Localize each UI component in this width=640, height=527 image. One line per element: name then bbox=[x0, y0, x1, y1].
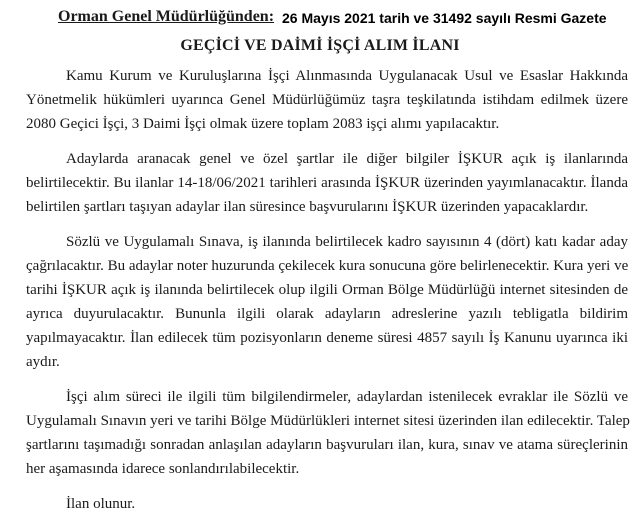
paragraph-line: İşçi alım süreci ile ilgili tüm bilgilendirmeler, adaylardan istenilecek evraklar ile Sözlü ve bbox=[66, 389, 628, 405]
paragraph-line: çağrılacaktır. Bu adaylar noter huzurunda çekilecek kura sonucuna göre belirlenecektir. Kura yeri ve bbox=[26, 258, 629, 274]
paragraph-line: tarihi İŞKUR açık iş ilanında belirtilecek olup ilgili Orman Bölge Müdürlüğü internet sitesinden de bbox=[26, 282, 628, 298]
paragraph-line: şartlarını taşımadığı sonradan anlaşılan adayların başvuruları ilan, kura, sınav ve atama süreçlerinin bbox=[26, 437, 628, 453]
paragraph-line: Sözlü ve Uygulamalı Sınava, iş ilanında belirtilecek kadro sayısının 4 (dört) katı kadar aday bbox=[66, 234, 628, 250]
paragraph-line: ayrıca duyurulacaktır. Bununla ilgili olarak adayların adreslerine yazılı tebligatla bildirim bbox=[26, 306, 628, 322]
paragraph-line: Yönetmelik hükümleri uyarınca Genel Müdürlüğümüz taşra teşkilatında istihdam edilmek üzere bbox=[26, 92, 628, 108]
paragraph-5 bbox=[60, 492, 634, 516]
paragraph-line: belirtilen şartları taşıyan adaylar ilan süresince başvurularını İŞKUR üzerinden yapacaklardır. bbox=[26, 199, 589, 215]
paragraph-line: her aşamasında idarece sonlandırılabilecektir. bbox=[26, 461, 300, 477]
paragraph-4 bbox=[26, 385, 634, 481]
paragraph-2 bbox=[26, 147, 634, 219]
paragraph-line: 2080 Geçici İşçi, 3 Daimi İşçi olmak üzere toplam 2083 işçi alımı yapılacaktır. bbox=[26, 116, 500, 132]
announcement-title: GEÇİCİ VE DAİMİ İŞÇİ ALIM İLANI bbox=[180, 37, 460, 54]
publisher-name: Orman Genel Müdürlüğünden: bbox=[58, 8, 275, 25]
paragraph-3 bbox=[26, 230, 634, 374]
paragraph-line: belirtilecektir. Bu ilanlar 14-18/06/2021 tarihleri arasında İŞKUR üzerinden yayımlanacaktır. İlanda bbox=[26, 175, 628, 191]
paragraph-line: Adaylarda aranacak genel ve özel şartlar ile diğer bilgiler İŞKUR açık iş ilanlarında bbox=[66, 151, 628, 167]
paragraph-line: yapılmayacaktır. İlan edilecek tüm pozisyonların deneme süresi 4857 sayılı İş Kanunu uyarınca iki bbox=[26, 330, 628, 346]
closing-line: İlan olunur. bbox=[66, 496, 136, 512]
paragraph-line: Uygulamalı Sınavın yeri ve tarihi Bölge Müdürlükleri internet sitesi üzerinden ilan edilecektir. Talep bbox=[26, 413, 630, 429]
paragraph-line: Kamu Kurum ve Kuruluşlarına İşçi Alınmasında Uygulanacak Usul ve Esaslar Hakkında bbox=[66, 68, 628, 84]
paragraph-line: aydır. bbox=[26, 354, 60, 370]
gazette-reference: 26 Mayıs 2021 tarih ve 31492 sayılı Resmi Gazete bbox=[282, 10, 607, 26]
announcement-body bbox=[26, 64, 634, 527]
document-header bbox=[40, 6, 640, 28]
paragraph-1 bbox=[26, 64, 634, 136]
